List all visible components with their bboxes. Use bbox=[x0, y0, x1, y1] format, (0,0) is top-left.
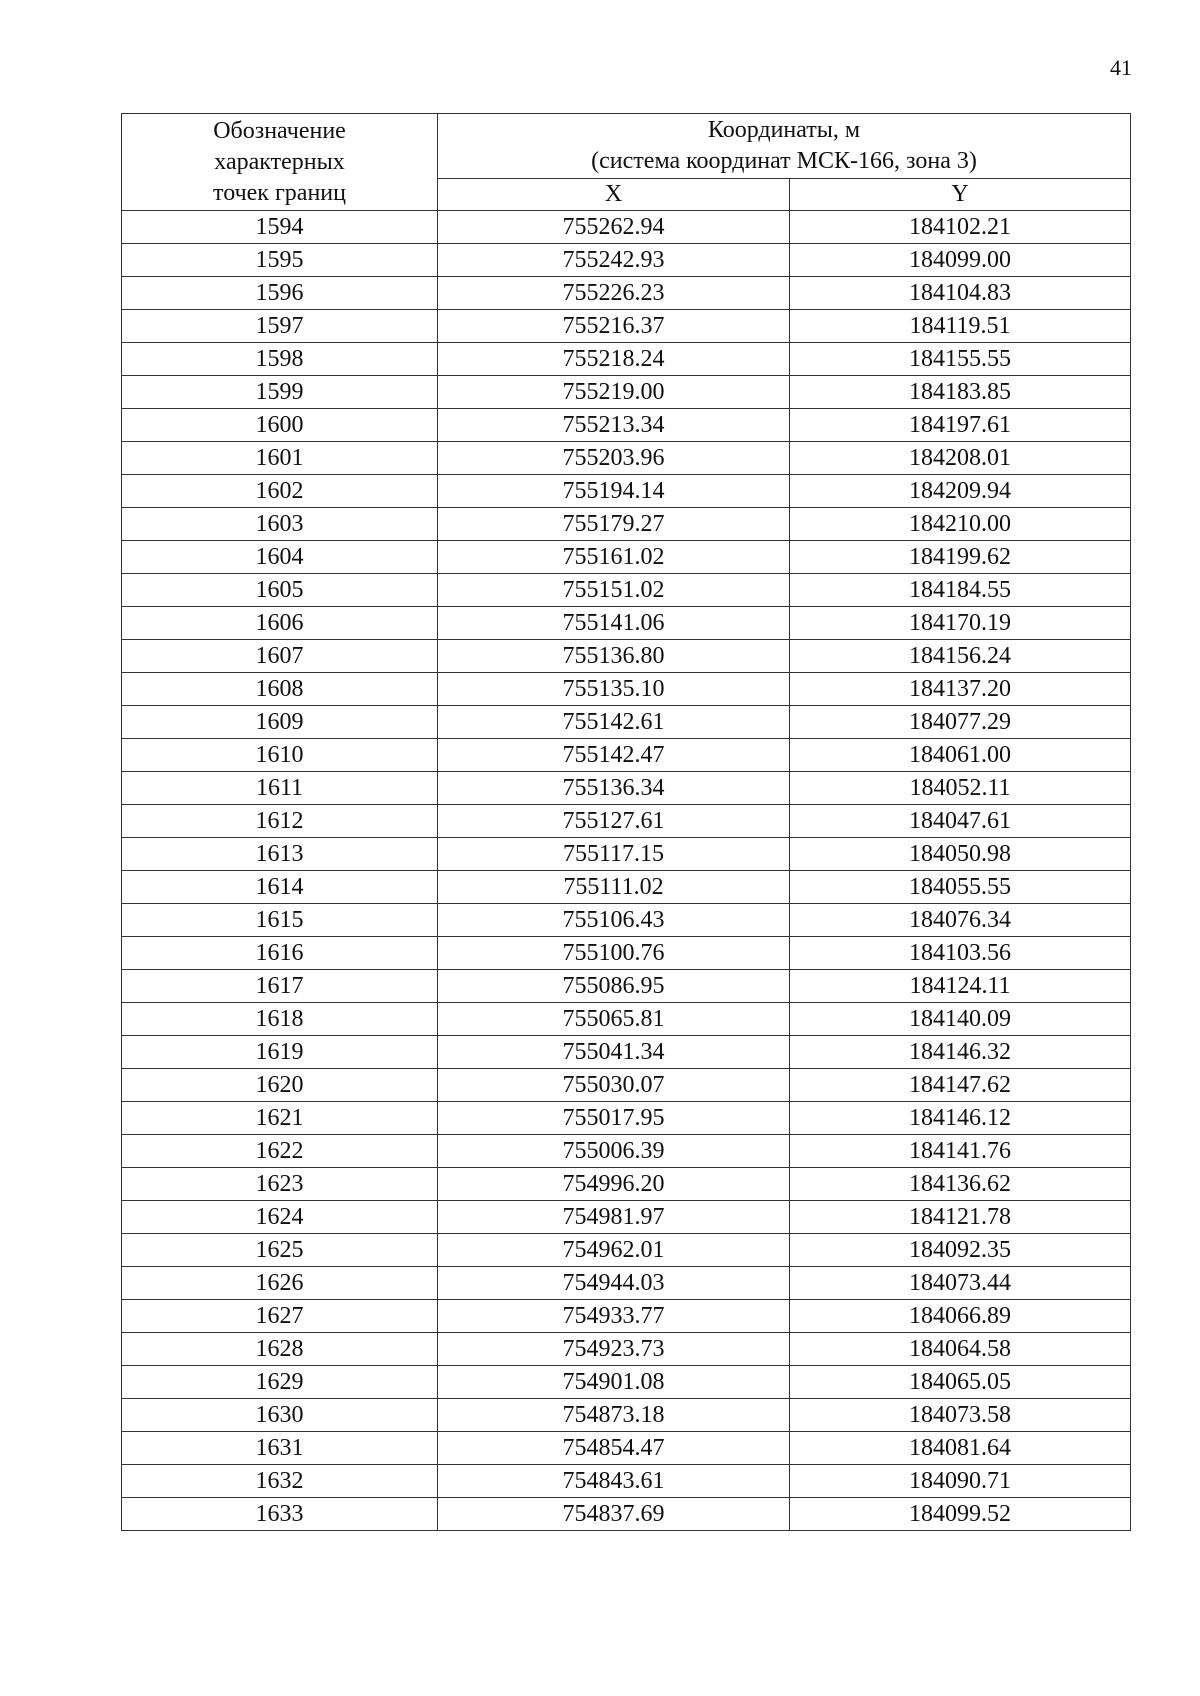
header-point-designation bbox=[122, 114, 438, 211]
y-cell: 184092.35 bbox=[790, 1234, 1131, 1267]
point-cell: 1602 bbox=[122, 475, 438, 508]
y-cell: 184140.09 bbox=[790, 1003, 1131, 1036]
x-cell: 755142.47 bbox=[438, 739, 790, 772]
point-cell: 1612 bbox=[122, 805, 438, 838]
point-cell: 1597 bbox=[122, 310, 438, 343]
table-row bbox=[122, 970, 1131, 1003]
table-row bbox=[122, 607, 1131, 640]
x-cell: 755006.39 bbox=[438, 1135, 790, 1168]
x-cell: 755100.76 bbox=[438, 937, 790, 970]
y-cell: 184076.34 bbox=[790, 904, 1131, 937]
y-cell: 184137.20 bbox=[790, 673, 1131, 706]
x-cell: 754981.97 bbox=[438, 1201, 790, 1234]
y-cell: 184090.71 bbox=[790, 1465, 1131, 1498]
table-row bbox=[122, 244, 1131, 277]
y-cell: 184210.00 bbox=[790, 508, 1131, 541]
point-cell: 1598 bbox=[122, 343, 438, 376]
x-cell: 755117.15 bbox=[438, 838, 790, 871]
y-cell: 184184.55 bbox=[790, 574, 1131, 607]
table-row bbox=[122, 772, 1131, 805]
y-cell: 184156.24 bbox=[790, 640, 1131, 673]
table-row bbox=[122, 1465, 1131, 1498]
x-cell: 755136.80 bbox=[438, 640, 790, 673]
x-cell: 754933.77 bbox=[438, 1300, 790, 1333]
y-cell: 184066.89 bbox=[790, 1300, 1131, 1333]
x-cell: 754843.61 bbox=[438, 1465, 790, 1498]
y-cell: 184065.05 bbox=[790, 1366, 1131, 1399]
point-cell: 1596 bbox=[122, 277, 438, 310]
point-cell: 1611 bbox=[122, 772, 438, 805]
point-cell: 1625 bbox=[122, 1234, 438, 1267]
y-cell: 184183.85 bbox=[790, 376, 1131, 409]
x-cell: 755106.43 bbox=[438, 904, 790, 937]
x-cell: 754944.03 bbox=[438, 1267, 790, 1300]
x-cell: 755216.37 bbox=[438, 310, 790, 343]
point-cell: 1630 bbox=[122, 1399, 438, 1432]
y-cell: 184119.51 bbox=[790, 310, 1131, 343]
x-cell: 754901.08 bbox=[438, 1366, 790, 1399]
point-cell: 1632 bbox=[122, 1465, 438, 1498]
header-coordinates-line-1: Координаты, м bbox=[707, 117, 861, 143]
y-cell: 184099.52 bbox=[790, 1498, 1131, 1531]
x-cell: 755065.81 bbox=[438, 1003, 790, 1036]
x-cell: 755136.34 bbox=[438, 772, 790, 805]
point-cell: 1609 bbox=[122, 706, 438, 739]
point-cell: 1631 bbox=[122, 1432, 438, 1465]
table-row bbox=[122, 1267, 1131, 1300]
table-row bbox=[122, 805, 1131, 838]
x-cell: 755086.95 bbox=[438, 970, 790, 1003]
x-cell: 754962.01 bbox=[438, 1234, 790, 1267]
y-cell: 184081.64 bbox=[790, 1432, 1131, 1465]
y-cell: 184073.58 bbox=[790, 1399, 1131, 1432]
header-point-line-3: точек границ bbox=[213, 179, 346, 206]
x-cell: 754854.47 bbox=[438, 1432, 790, 1465]
x-cell: 755141.06 bbox=[438, 607, 790, 640]
table-row bbox=[122, 1333, 1131, 1366]
y-cell: 184146.12 bbox=[790, 1102, 1131, 1135]
y-cell: 184136.62 bbox=[790, 1168, 1131, 1201]
x-cell: 755151.02 bbox=[438, 574, 790, 607]
table-row bbox=[122, 904, 1131, 937]
table-row bbox=[122, 1069, 1131, 1102]
y-cell: 184124.11 bbox=[790, 970, 1131, 1003]
table-row bbox=[122, 673, 1131, 706]
table-row bbox=[122, 838, 1131, 871]
x-cell: 755017.95 bbox=[438, 1102, 790, 1135]
table-row bbox=[122, 1498, 1131, 1531]
y-cell: 184141.76 bbox=[790, 1135, 1131, 1168]
point-cell: 1594 bbox=[122, 211, 438, 244]
x-cell: 754996.20 bbox=[438, 1168, 790, 1201]
table-row bbox=[122, 1003, 1131, 1036]
table-row bbox=[122, 871, 1131, 904]
table-row bbox=[122, 442, 1131, 475]
page-number: 41 bbox=[1110, 55, 1132, 80]
y-cell: 184064.58 bbox=[790, 1333, 1131, 1366]
header-coordinates-line-2: (система координат МСК-166, зона 3) bbox=[591, 148, 977, 174]
y-cell: 184146.32 bbox=[790, 1036, 1131, 1069]
table-row bbox=[122, 211, 1131, 244]
y-cell: 184103.56 bbox=[790, 937, 1131, 970]
x-cell: 755213.34 bbox=[438, 409, 790, 442]
point-cell: 1608 bbox=[122, 673, 438, 706]
point-cell: 1600 bbox=[122, 409, 438, 442]
y-cell: 184047.61 bbox=[790, 805, 1131, 838]
y-cell: 184073.44 bbox=[790, 1267, 1131, 1300]
x-cell: 755142.61 bbox=[438, 706, 790, 739]
y-cell: 184209.94 bbox=[790, 475, 1131, 508]
x-cell: 755111.02 bbox=[438, 871, 790, 904]
x-cell: 755041.34 bbox=[438, 1036, 790, 1069]
y-cell: 184147.62 bbox=[790, 1069, 1131, 1102]
point-cell: 1629 bbox=[122, 1366, 438, 1399]
point-cell: 1622 bbox=[122, 1135, 438, 1168]
y-cell: 184208.01 bbox=[790, 442, 1131, 475]
y-cell: 184077.29 bbox=[790, 706, 1131, 739]
header-y: Y bbox=[790, 179, 1131, 211]
point-cell: 1610 bbox=[122, 739, 438, 772]
x-cell: 755179.27 bbox=[438, 508, 790, 541]
point-cell: 1607 bbox=[122, 640, 438, 673]
header-point-line-2: характерных bbox=[214, 148, 345, 175]
table-row bbox=[122, 1168, 1131, 1201]
table-row bbox=[122, 1432, 1131, 1465]
header-x: X bbox=[438, 179, 790, 211]
x-cell: 755030.07 bbox=[438, 1069, 790, 1102]
x-cell: 755262.94 bbox=[438, 211, 790, 244]
table-row bbox=[122, 1201, 1131, 1234]
point-cell: 1595 bbox=[122, 244, 438, 277]
point-cell: 1605 bbox=[122, 574, 438, 607]
table-row bbox=[122, 1399, 1131, 1432]
x-cell: 754923.73 bbox=[438, 1333, 790, 1366]
point-cell: 1615 bbox=[122, 904, 438, 937]
y-cell: 184197.61 bbox=[790, 409, 1131, 442]
table-row bbox=[122, 640, 1131, 673]
point-cell: 1618 bbox=[122, 1003, 438, 1036]
table-row bbox=[122, 541, 1131, 574]
x-cell: 755127.61 bbox=[438, 805, 790, 838]
table-row bbox=[122, 1036, 1131, 1069]
x-cell: 755242.93 bbox=[438, 244, 790, 277]
point-cell: 1601 bbox=[122, 442, 438, 475]
table-row bbox=[122, 1135, 1131, 1168]
table-row bbox=[122, 343, 1131, 376]
x-cell: 755203.96 bbox=[438, 442, 790, 475]
y-cell: 184170.19 bbox=[790, 607, 1131, 640]
y-cell: 184104.83 bbox=[790, 277, 1131, 310]
table-row bbox=[122, 739, 1131, 772]
x-cell: 755226.23 bbox=[438, 277, 790, 310]
point-cell: 1616 bbox=[122, 937, 438, 970]
table-row bbox=[122, 937, 1131, 970]
point-cell: 1623 bbox=[122, 1168, 438, 1201]
point-cell: 1619 bbox=[122, 1036, 438, 1069]
x-cell: 755218.24 bbox=[438, 343, 790, 376]
point-cell: 1604 bbox=[122, 541, 438, 574]
coordinates-table bbox=[121, 113, 1131, 1531]
y-cell: 184052.11 bbox=[790, 772, 1131, 805]
x-cell: 754837.69 bbox=[438, 1498, 790, 1531]
y-cell: 184155.55 bbox=[790, 343, 1131, 376]
point-cell: 1624 bbox=[122, 1201, 438, 1234]
y-cell: 184099.00 bbox=[790, 244, 1131, 277]
point-cell: 1628 bbox=[122, 1333, 438, 1366]
table-row bbox=[122, 706, 1131, 739]
table-row bbox=[122, 1234, 1131, 1267]
point-cell: 1613 bbox=[122, 838, 438, 871]
point-cell: 1606 bbox=[122, 607, 438, 640]
point-cell: 1617 bbox=[122, 970, 438, 1003]
y-cell: 184121.78 bbox=[790, 1201, 1131, 1234]
table-row bbox=[122, 376, 1131, 409]
point-cell: 1633 bbox=[122, 1498, 438, 1531]
table-body bbox=[122, 211, 1131, 1531]
table-row bbox=[122, 277, 1131, 310]
table-row bbox=[122, 310, 1131, 343]
header-point-line-1: Обозначение bbox=[213, 117, 346, 144]
x-cell: 755194.14 bbox=[438, 475, 790, 508]
point-cell: 1620 bbox=[122, 1069, 438, 1102]
y-cell: 184199.62 bbox=[790, 541, 1131, 574]
y-cell: 184055.55 bbox=[790, 871, 1131, 904]
table-row bbox=[122, 409, 1131, 442]
point-cell: 1621 bbox=[122, 1102, 438, 1135]
table-row bbox=[122, 508, 1131, 541]
point-cell: 1614 bbox=[122, 871, 438, 904]
table-row bbox=[122, 475, 1131, 508]
y-cell: 184102.21 bbox=[790, 211, 1131, 244]
table-row bbox=[122, 1300, 1131, 1333]
table-row bbox=[122, 1102, 1131, 1135]
x-cell: 755135.10 bbox=[438, 673, 790, 706]
point-cell: 1603 bbox=[122, 508, 438, 541]
x-cell: 755219.00 bbox=[438, 376, 790, 409]
point-cell: 1599 bbox=[122, 376, 438, 409]
point-cell: 1626 bbox=[122, 1267, 438, 1300]
x-cell: 755161.02 bbox=[438, 541, 790, 574]
y-cell: 184061.00 bbox=[790, 739, 1131, 772]
header-coordinates bbox=[438, 114, 1131, 179]
point-cell: 1627 bbox=[122, 1300, 438, 1333]
y-cell: 184050.98 bbox=[790, 838, 1131, 871]
table-row bbox=[122, 1366, 1131, 1399]
x-cell: 754873.18 bbox=[438, 1399, 790, 1432]
table-row bbox=[122, 574, 1131, 607]
